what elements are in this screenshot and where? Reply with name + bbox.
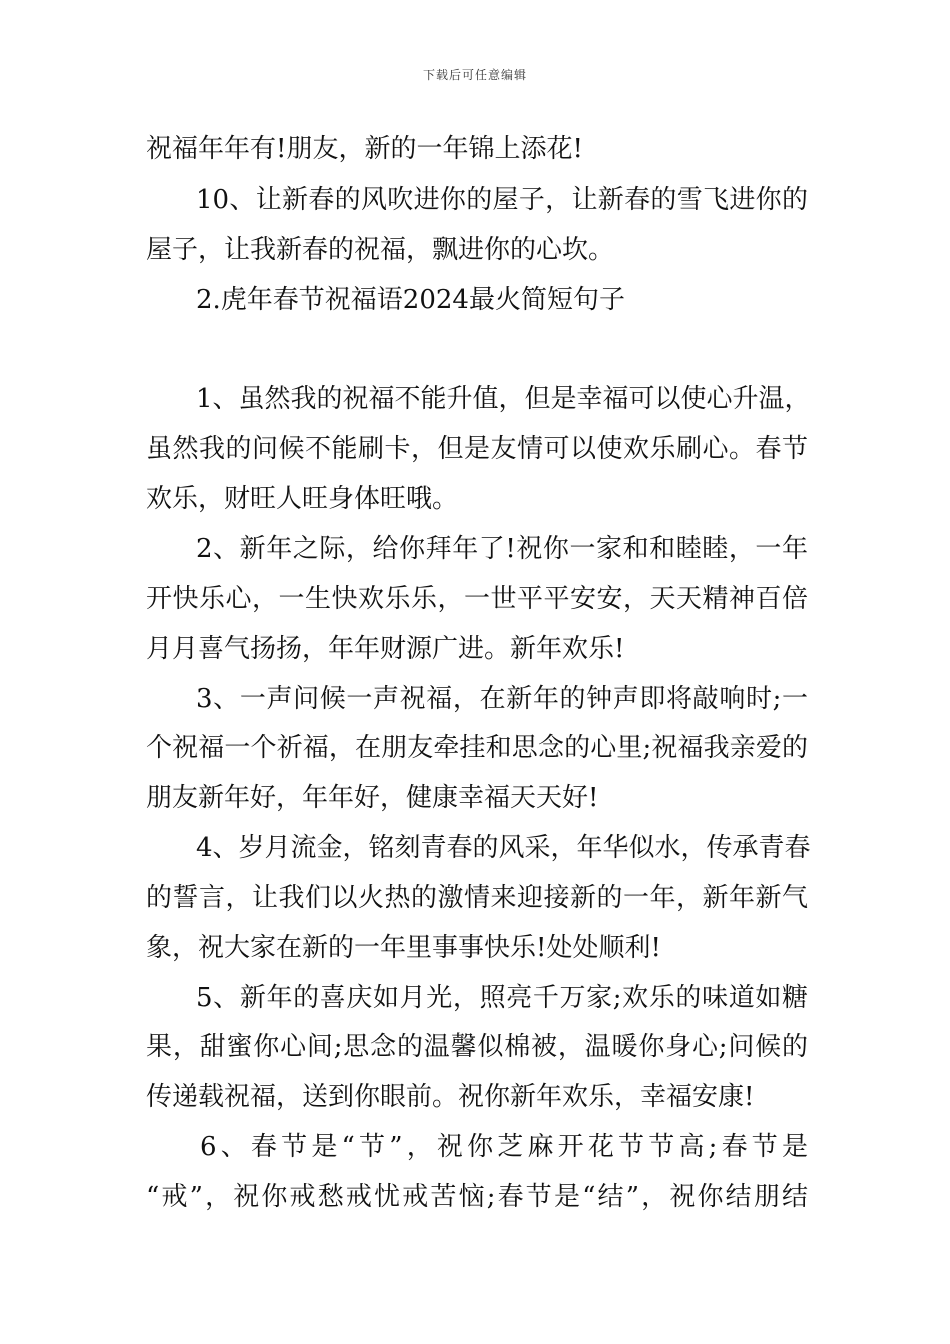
text-line: 4、岁月流金，铭刻青春的风采，年华似水，传承青春 xyxy=(196,833,811,863)
text-line: 虽然我的问候不能刷卡，但是友情可以使欢乐刷心。春节 xyxy=(146,434,808,464)
text-line: 个祝福一个祈福，在朋友牵挂和思念的心里;祝福我亲爱的 xyxy=(146,733,808,763)
text-line: 2、新年之际，给你拜年了!祝你一家和和睦睦，一年 xyxy=(196,534,808,564)
text-line: 10、让新春的风吹进你的屋子，让新春的雪飞进你的 xyxy=(196,185,808,215)
text-line: 5、新年的喜庆如月光，照亮千万家;欢乐的味道如糖 xyxy=(196,983,808,1013)
page-header-note: 下载后可任意编辑 xyxy=(422,68,527,82)
text-line: 祝福年年有!朋友，新的一年锦上添花! xyxy=(146,134,583,164)
text-line: 月月喜气扬扬，年年财源广进。新年欢乐! xyxy=(146,634,625,664)
text-line: 朋友新年好，年年好，健康幸福天天好! xyxy=(146,783,599,813)
text-line: 屋子，让我新春的祝福，飘进你的心坎。 xyxy=(146,235,615,265)
section-heading: 2.虎年春节祝福语2024最火简短句子 xyxy=(196,285,625,315)
text-line: 3、一声问候一声祝福，在新年的钟声即将敲响时;一 xyxy=(196,684,808,714)
text-line: 果，甜蜜你心间;思念的温馨似棉被，温暖你身心;问候的 xyxy=(146,1032,808,1062)
text-line: 象，祝大家在新的一年里事事快乐!处处顺利! xyxy=(146,933,661,963)
text-line: 6、春节是“节”，祝你芝麻开花节节高;春节是 xyxy=(200,1132,808,1162)
text-line: 的誓言，让我们以火热的激情来迎接新的一年，新年新气 xyxy=(146,883,808,913)
text-line: 传递载祝福，送到你眼前。祝你新年欢乐，幸福安康! xyxy=(146,1082,755,1112)
text-line: 欢乐，财旺人旺身体旺哦。 xyxy=(146,484,459,514)
text-line: “戒”，祝你戒愁戒忧戒苦恼;春节是“结”，祝你结朋结 xyxy=(146,1182,808,1212)
text-line: 1、虽然我的祝福不能升值，但是幸福可以使心升温， xyxy=(196,384,811,414)
text-line: 开快乐心，一生快欢乐乐，一世平平安安，天天精神百倍 xyxy=(146,584,808,614)
